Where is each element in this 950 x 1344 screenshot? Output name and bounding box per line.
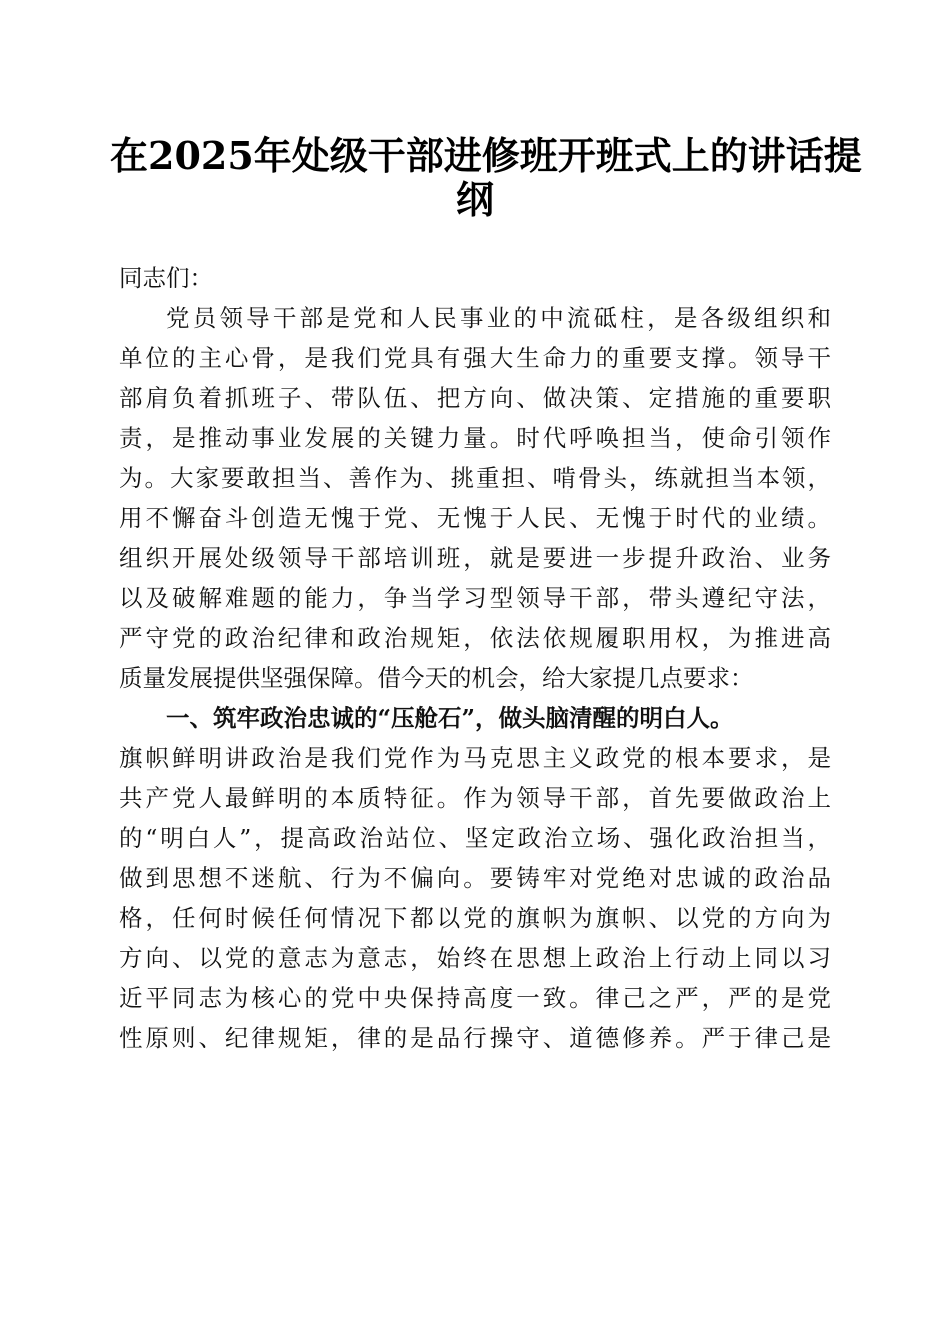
document-body bbox=[119, 258, 831, 1058]
paragraph-line: 近平同志为核心的党中央保持高度一致。律己之严，严的是党 bbox=[119, 984, 831, 1012]
paragraph-line: 以及破解难题的能力，争当学习型领导干部，带头遵纪守法， bbox=[119, 584, 831, 612]
section-heading: 一、筑牢政治忠诚的“压舱石”，做头脑清醒的明白人。 bbox=[166, 704, 734, 732]
paragraph-line: 单位的主心骨，是我们党具有强大生命力的重要支撑。领导干 bbox=[119, 344, 831, 372]
paragraph-line: 用不懈奋斗创造无愧于党、无愧于人民、无愧于时代的业绩。 bbox=[119, 504, 831, 532]
paragraph-line: 为。大家要敢担当、善作为、挑重担、啃骨头，练就担当本领， bbox=[119, 464, 831, 492]
paragraph-line: 部肩负着抓班子、带队伍、把方向、做决策、定措施的重要职 bbox=[119, 384, 831, 412]
paragraph-line: 质量发展提供坚强保障。借今天的机会，给大家提几点要求： bbox=[119, 664, 754, 692]
paragraph-line: 的“明白人”，提高政治站位、坚定政治立场、强化政治担当， bbox=[119, 824, 831, 852]
paragraph-line: 旗帜鲜明讲政治是我们党作为马克思主义政党的根本要求，是 bbox=[119, 744, 831, 772]
salutation: 同志们： bbox=[119, 264, 213, 292]
title-line-2: 纲 bbox=[455, 177, 494, 222]
paragraph-line: 做到思想不迷航、行为不偏向。要铸牢对党绝对忠诚的政治品 bbox=[119, 864, 831, 892]
paragraph-line: 共产党人最鲜明的本质特征。作为领导干部，首先要做政治上 bbox=[119, 784, 831, 812]
paragraph-line: 党员领导干部是党和人民事业的中流砥柱，是各级组织和 bbox=[166, 304, 831, 332]
title-line-1: 在2025年处级干部进修班开班式上的讲话提 bbox=[110, 133, 862, 178]
paragraph-line: 责，是推动事业发展的关键力量。时代呼唤担当，使命引领作 bbox=[119, 424, 831, 452]
paragraph-line: 组织开展处级领导干部培训班，就是要进一步提升政治、业务 bbox=[119, 544, 831, 572]
document-title bbox=[110, 133, 862, 222]
paragraph-line: 严守党的政治纪律和政治规矩，依法依规履职用权，为推进高 bbox=[119, 624, 831, 652]
paragraph-line: 性原则、纪律规矩，律的是品行操守、道德修养。严于律己是 bbox=[119, 1024, 831, 1052]
paragraph-line: 方向、以党的意志为意志，始终在思想上政治上行动上同以习 bbox=[119, 944, 831, 972]
paragraph-line: 格，任何时候任何情况下都以党的旗帜为旗帜、以党的方向为 bbox=[119, 904, 831, 932]
